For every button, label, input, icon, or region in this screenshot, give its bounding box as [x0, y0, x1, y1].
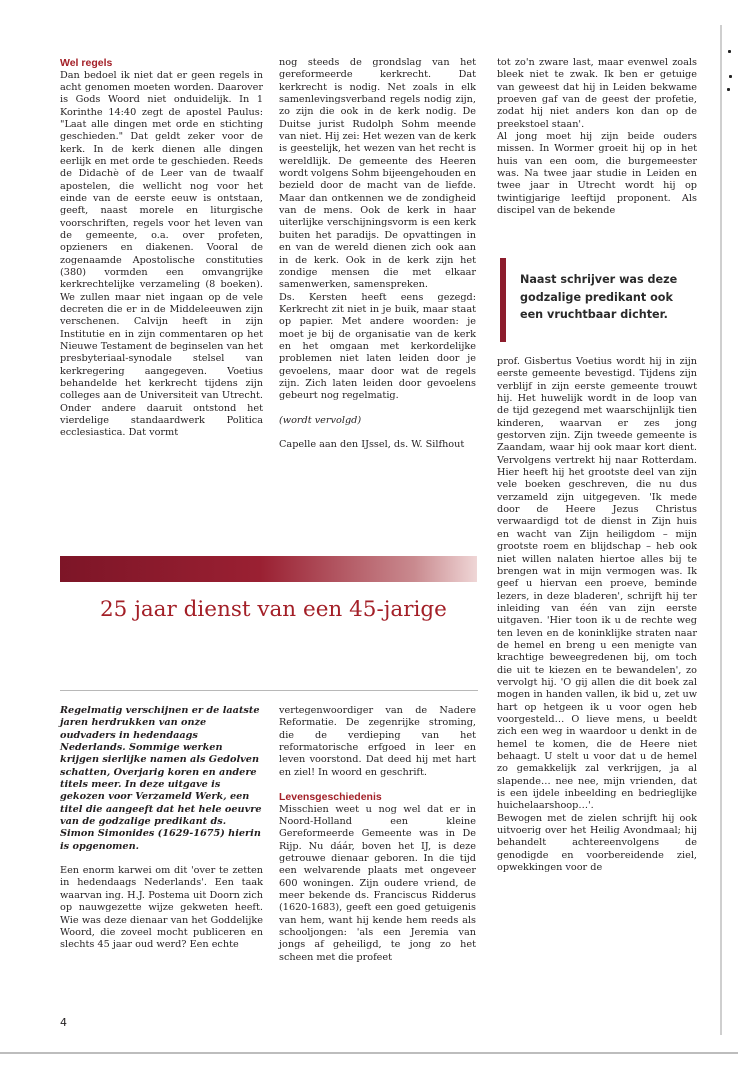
- column-left-bottom: [60, 705, 263, 952]
- article-body-1: Een enorm karwei om dit 'over te zetten in hedendaags Nederlands'. Een taak waarvan ing. H.J. Postema uit Doorn zich op nauwgezette wijze gekweten heeft. Wie was deze dienaar van het Goddelijke Woord, die zoveel mocht publiceren en slechts 45 jaar oud werd? Een echte: [60, 865, 263, 951]
- section-heading-levensgeschiedenis: Levensgeschiedenis: [279, 791, 382, 804]
- article-headline: 25 jaar dienst van een 45-jarige: [100, 597, 447, 622]
- to-be-continued: (wordt vervolgd): [279, 414, 362, 426]
- column-middle-bottom: [279, 705, 476, 964]
- page-edge-horizontal: [0, 1052, 738, 1054]
- article-body-2: vertegenwoordiger van de Nadere Reformatie. De zegenrijke stroming, die de verdieping van het reformatorische erfgoed in leer en leven voorstond. Dat deed hij met hart en ziel! In woord en geschrift.: [279, 705, 476, 778]
- column-left-top: [60, 57, 263, 440]
- article-banner: [60, 556, 477, 582]
- column-right-bottom: [497, 356, 697, 874]
- scan-mark: [729, 75, 732, 78]
- author-signature: Capelle aan den IJssel, ds. W. Silfhout: [279, 438, 465, 450]
- article-body-3: Misschien weet u nog wel dat er in Noord-Holland een kleine Gereformeerde Gemeente was in De Rijp. Nu dáár, boven het IJ, is deze getrouwe dienaar geboren. In die tijd een welvarende plaats met ongeveer 600 woningen. Zijn oudere vriend, de meer bekende ds. Franciscus Ridderus (1620-1683), geeft een goed getuigenis van hem, want hij kende hem reeds als schooljongen: 'als een Jeremia van jongs af geheiligd, te jong zo het scheen met die profeet: [279, 803, 476, 963]
- wel-regels-paragraph-continued: nog steeds de grondslag van het gereformeerde kerkrecht. Dat kerkrecht is nodig. Net zoals in elk samenlevingsverband regels nodig zijn, zo zijn die ook in de kerk nodig. De Duitse jurist Rudolph Sohm meende van niet. Hij zei: Het wezen van de kerk is geestelijk, het wezen van het recht is wereldlijk. De gemeente des Heeren wordt volgens Sohm bijeengehouden en bezield door de macht van de liefde. Maar dan ontkennen we de zondigheid van de mens. Ook de kerk in haar uiterlijke verschijningsvorm is een kerk buiten het paradijs. De opvattingen in en van de wereld dienen zich ook aan in de kerk. Ook in de kerk zijn het zondige mensen die met elkaar samenwerken, samenspreken.: [279, 57, 477, 291]
- right-paragraph-1: tot zo'n zware last, maar evenwel zoals bleek niet te zwak. Ik ben er getuige van geweest dat hij in Leiden bekwame proeven gaf van de geest der profetie, zodat hij niet anders kon dan op de preekstoel staan'.: [497, 57, 697, 130]
- section-heading-wel-regels: Wel regels: [60, 57, 113, 69]
- right-paragraph-3: prof. Gisbertus Voetius wordt hij in zijn eerste gemeente bevestigd. Tijdens zijn verblijf in zijn eerste gemeente trouwt hij. Het huwelijk wordt in de loop van de tijd gezegend met waarschijnlijk tien kinderen, waarvan er zes jong gestorven zijn. Zijn tweede gemeente is Zaandam, waar hij ook maar kort dient. Vervolgens vertrekt hij naar Rotterdam. Hier heeft hij het grootste deel van zijn vele boeken geschreven, die nu dus verzameld zijn uitgegeven. 'Ik mede door de Heere Jezus Christus verwaardigd tot de dienst in Zijn huis en wacht van Zijn heiligdom – mijn grootste roem en blijdschap – heb ook niet willen nalaten hiertoe alles bij te brengen wat in mijn vermogen was. Ik geef u hiervan een proeve, beminde lezers, in deze bladeren', schrijft hij ter inleiding van één van zijn eerste uitgaven. 'Hier toon ik u de rechte weg ten leven en de koninklijke straten naar de hemel en breng u een menigte van krachtige beweegredenen bij, om toch die uit te kiezen en te bewandelen', zo vervolgt hij. 'O gij allen die dit boek zal mogen in handen vallen, ik bid u, zet uw hart op hetgeen ik u voor ogen heb voorgesteld… O lieve mens, u beeldt zich een weg in waardoor u denkt in de hemel te komen, die de Heere niet behaagt. U stelt u voor dat u de hemel zo gemakkelijk zal verkrijgen, ja al slapende… nee nee, mijn vrienden, dat is een ijdele inbeelding en bedrieglijke huichelaarshoop…'.: [497, 356, 697, 812]
- right-paragraph-2: Al jong moet hij zijn beide ouders missen. In Wormer groeit hij op in het huis van een oom, die burgemeester was. Na twee jaar studie in Leiden en twee jaar in Utrecht wordt hij op twintigjarige leeftijd proponent. Als discipel van de bekende: [497, 131, 697, 217]
- page-number: 4: [60, 1016, 67, 1029]
- right-paragraph-4: Bewogen met de zielen schrijft hij ook uitvoerig over het Heilig Avondmaal; hij behandelt achtereenvolgens de genodigde en voorbereidende ziel, opwekkingen voor de: [497, 812, 697, 874]
- scan-mark: [728, 50, 731, 53]
- wel-regels-paragraph-kersten: Ds. Kersten heeft eens gezegd: Kerkrecht zit niet in je buik, maar staat op papier. Met andere woorden: je moet je bij de organisatie van de kerk en het omgaan met kerkordelijke problemen niet laten leiden door je gevoelens, maar door wat de regels zijn. Zich laten leiden door gevoelens gebeurt nog regelmatig.: [279, 291, 476, 402]
- pull-quote: Naast schrijver was deze godzalige predikant ook een vruchtbaar dichter.: [500, 258, 696, 342]
- column-right-top: [497, 57, 697, 217]
- scan-mark: [727, 88, 730, 91]
- column-middle-top: [279, 57, 476, 451]
- article-intro: Regelmatig verschijnen er de laatste jaren herdrukken van onze oudvaders in hedendaags Nederlands. Sommige werken krijgen sierlijke namen als Gedolven schatten, Overjarig koren en andere titels meer. In deze uitgave is gekozen voor Verzameld Werk, een titel die aangeeft dat het hele oeuvre van de godzalige predikant ds. Simon Simonides (1629-1675) hierin is opgenomen.: [60, 705, 262, 852]
- headline-divider: [60, 690, 478, 691]
- page-edge-vertical: [720, 25, 722, 1035]
- wel-regels-paragraph: Dan bedoel ik niet dat er geen regels in acht genomen moeten worden. Daarover is Gods Woord niet onduidelijk. In 1 Korinthe 14:40 zegt de apostel Paulus: "Laat alle dingen met orde en stichting geschieden." Dat geldt zeker voor de kerk. In de kerk dienen alle dingen eerlijk en met orde te geschieden. Reeds de Didachè of de Leer van de twaalf apostelen, die wellicht nog voor het einde van de eerste eeuw is ontstaan, geeft, naast morele en liturgische voorschriften, regels voor het leven van de gemeente, o.a. over profeten, opzieners en diakenen. Vooral de zogenaamde Apostolische constituties (380) vormden een omvangrijke kerkrechtelijke verzameling (8 boeken). We zullen maar niet ingaan op de vele decreten die er in de Middeleeuwen zijn verschenen. Calvijn heeft in zijn Institutie en in zijn commentaren op het Nieuwe Testament de beginselen van het presbyteriaal-synodale stelsel van kerkregering aangegeven. Voetius behandelde het kerkrecht tijdens zijn colleges aan de Universiteit van Utrecht. Onder andere daaruit ontstond het vierdelige standaardwerk Politica ecclesiastica. Dat vormt: [60, 69, 263, 439]
